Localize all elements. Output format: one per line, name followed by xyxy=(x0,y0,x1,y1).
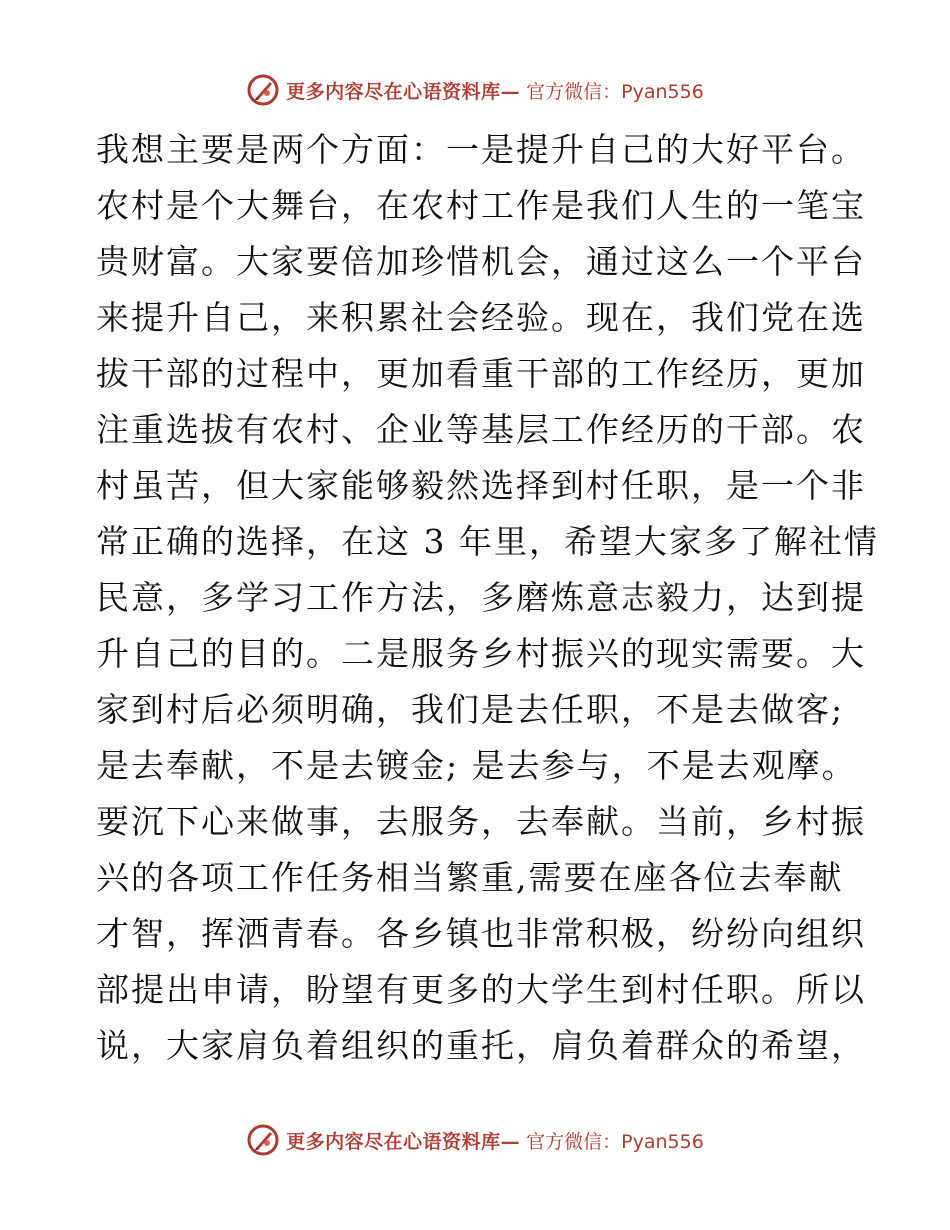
text-line: 村虽苦，但大家能够毅然选择到村任职，是一个非 xyxy=(96,466,866,505)
text-line: 升自己的目的。二是服务乡村振兴的现实需要。大 xyxy=(96,634,866,673)
text-line: 农村是个大舞台，在农村工作是我们人生的一笔宝 xyxy=(96,186,866,225)
document-body xyxy=(96,122,879,1074)
text-line: 家到村后必须明确，我们是去任职，不是去做客; xyxy=(96,690,845,729)
header-watermark xyxy=(0,72,950,108)
watermark-main-text: 更多内容尽在心语资料库— xyxy=(286,1130,521,1153)
text-line: 拔干部的过程中，更加看重干部的工作经历，更加 xyxy=(96,354,866,393)
text-line: 部提出申请，盼望有更多的大学生到村任职。所以 xyxy=(96,970,866,1009)
quill-pen-logo-icon xyxy=(246,1123,280,1157)
text-line: 来提升自己，来积累社会经验。现在，我们党在选 xyxy=(96,298,866,337)
text-line: 说，大家肩负着组织的重托，肩负着群众的希望， xyxy=(96,1026,866,1065)
watermark-wechat-text: 官方微信：Pyan556 xyxy=(526,1130,704,1153)
text-line: 民意，多学习工作方法，多磨炼意志毅力，达到提 xyxy=(96,578,866,617)
watermark-main-text: 更多内容尽在心语资料库— xyxy=(286,80,521,103)
text-line: 要沉下心来做事，去服务，去奉献。当前，乡村振 xyxy=(96,802,866,841)
text-line: 是去奉献，不是去镀金; 是去参与，不是去观摩。 xyxy=(96,746,857,785)
watermark-wechat-text: 官方微信：Pyan556 xyxy=(526,80,704,103)
quill-pen-logo-icon xyxy=(246,73,280,107)
footer-watermark xyxy=(0,1122,950,1158)
text-line: 兴的各项工作任务相当繁重,需要在座各位去奉献 xyxy=(96,858,844,897)
text-line: 我想主要是两个方面：一是提升自己的大好平台。 xyxy=(96,130,866,169)
text-line: 才智，挥洒青春。各乡镇也非常积极，纷纷向组织 xyxy=(96,914,866,953)
text-line: 常正确的选择，在这 3 年里，希望大家多了解社情 xyxy=(96,522,879,561)
text-line: 贵财富。大家要倍加珍惜机会，通过这么一个平台 xyxy=(96,242,866,281)
text-line: 注重选拔有农村、企业等基层工作经历的干部。农 xyxy=(96,410,866,449)
